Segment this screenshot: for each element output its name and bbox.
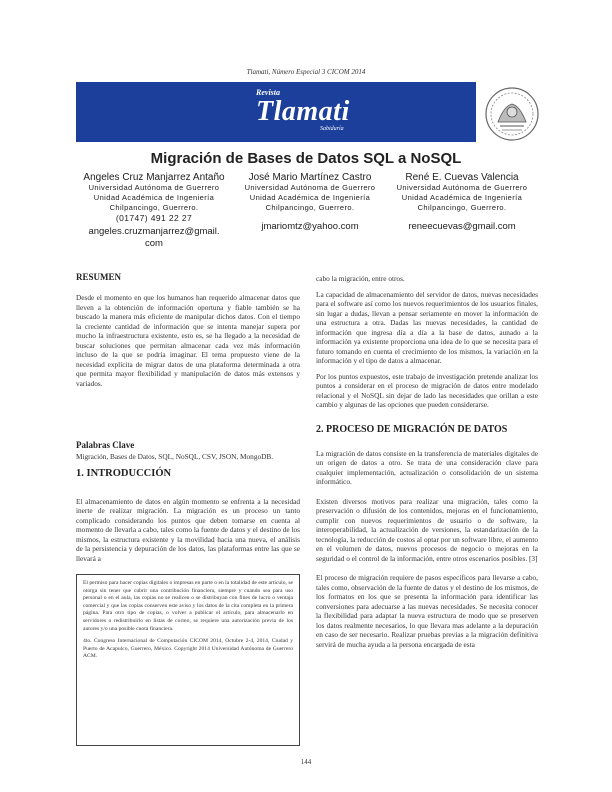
- author-affiliation: Unidad Académica de Ingeniería: [249, 193, 371, 202]
- banner-title: Tlamati: [256, 96, 350, 127]
- author-email: angeles.cruzmanjarrez@gmail.: [88, 226, 220, 237]
- author-affiliation: Chilpancingo, Guerrero.: [417, 203, 507, 212]
- author-name: Angeles Cruz Manjarrez Antaño: [83, 172, 225, 183]
- body-paragraph: La capacidad de almacenamiento del servidor de datos, nuevas necesidades para el software así como los nuevos requerimientos de los usuarios finales, sin lugar a dudas, llevan a pensar seriamente en mover la información de una estructura a otra. Dadas las nuevas necesidades, la cantidad de información que ingresa día a día a la base de datos, aunado a la información ya existente proporciona una idea de lo que se necesita para el futuro tomando en cuenta el crecimiento de los mismos, la variación en la información y el tipo de datos a almacenar.: [316, 289, 538, 365]
- author-affiliation: Unidad Académica de Ingeniería: [93, 193, 215, 202]
- permission-notice-box: [76, 574, 300, 746]
- keywords-heading: Palabras Clave: [76, 440, 135, 450]
- author-affiliation: Universidad Autónoma de Guerrero: [88, 183, 220, 192]
- keywords-text: Migración, Bases de Datos, SQL, NoSQL, CSV, JSON, MongoDB.: [76, 452, 274, 461]
- banner-subtitle: Sabiduría: [320, 126, 344, 132]
- permission-text: El permiso para hacer copias digitales o impresas en parte o en la totalidad de este artículo, se otorga sin tener que cubrir una contribución financiera, siempre y cuando sea para uso personal o en el aula, las copias no se realicen o se distribuyan con fines de lucro o ventaja comercial y que las copias conserven este aviso y los datos de la cita completa en la primera página. Para otro tipo de copias, o volver a publicar el artículo, para almacenarlo en servidores o redistribuirlo en listas de correo, se requiere una autorización previa de los autores y/o una posible cuota financiera.: [83, 580, 293, 632]
- body-paragraph: La migración de datos consiste en la transferencia de materiales digitales de un origen de datos a otro. Se trata de una consideración clave para cualquier implementación, actualización o consolidación de un sistema informático.: [316, 448, 538, 486]
- banner-small-label: Revista: [256, 88, 280, 97]
- author-email-cont: com: [145, 238, 163, 249]
- conference-note: 4to. Congreso Internacional de Computación CICOM 2014, Octubre 2-4, 2014, Ciudad y Puerto de Acapulco, Guerrero, México. Copyright 2014 Universidad Autónoma de Guerrero ACM.: [83, 638, 293, 660]
- university-seal-icon: [484, 86, 540, 142]
- running-head: Tlamati, Número Especial 3 CICOM 2014: [246, 68, 366, 76]
- author-affiliation: Universidad Autónoma de Guerrero: [396, 183, 528, 192]
- right-column: [316, 274, 538, 649]
- page-number: 144: [300, 758, 312, 766]
- author-affiliation: Chilpancingo, Guerrero.: [109, 203, 199, 212]
- body-paragraph: cabo la migración, entre otros.: [316, 274, 405, 283]
- left-column: [76, 272, 300, 563]
- abstract-text: Desde el momento en que los humanos han requerido almacenar datos que lleven a la obtención de información oportuna y fiable también se ha buscado la manera más eficiente de manipular dichos datos. Con el tiempo la creciente cantidad de información que se intenta manejar supera por mucho la infraestructura existente, esto es, se ha llegado a la necesidad de buscar soluciones que permitan almacenar cada vez más información incluso de la que se podría imaginar. El tema propuesto viene de la necesidad explícita de migrar datos de una plataforma determinada a otra que permita mayor flexibilidad y manipulación de datos más extensos y variados.: [76, 293, 300, 388]
- author-name: José Mario Martínez Castro: [248, 172, 372, 183]
- author-email: reneecuevas@gmail.com: [408, 221, 516, 232]
- section-2-heading: 2. PROCESO DE MIGRACIÓN DE DATOS: [316, 423, 508, 435]
- author-block-1: [76, 172, 232, 250]
- author-block-3: [388, 172, 536, 233]
- author-email: jmariomtz@yahoo.com: [261, 221, 359, 232]
- author-phone: (01747) 491 22 27: [115, 213, 193, 223]
- body-paragraph: El proceso de migración requiere de pasos específicos para llevarse a cabo, tales como, observación de la fuente de datos y el destino de los mismos, de los formatos en los que se presenta la información para identificar las conversiones para adecuarse a las nuevas necesidades. Se necesita conocer la flexibilidad para adaptar la nueva estructura de modo que se preserven los datos realmente necesarios, lo que llevara mas adelante a la depuración en caso de ser necesario. Realizar pruebas previas a la migración definitiva servirá de mucha ayuda a la persona encargada de esta: [316, 573, 538, 649]
- introduction-text: El almacenamiento de datos en algún momento se enfrenta a la necesidad inerte de realizar migración. La migración es un proceso un tanto complicado considerando los puntos que deben tomarse en cuenta al momento de llevarla a cabo, tales como la fuente de datos y el destino de los mismos, la estructura existente y la movilidad hacia una nueva, el análisis de la persistencia y depuración de los datos, las plataformas entre las que se llevará a: [76, 496, 300, 563]
- paper-title: Migración de Bases de Datos SQL a NoSQL: [150, 150, 462, 167]
- resumen-heading: RESUMEN: [76, 272, 122, 282]
- author-affiliation: Chilpancingo, Guerrero.: [265, 203, 355, 212]
- author-name: René E. Cuevas Valencia: [405, 172, 519, 183]
- author-affiliation: Unidad Académica de Ingeniería: [401, 193, 523, 202]
- author-block-2: [232, 172, 388, 233]
- author-affiliation: Universidad Autónoma de Guerrero: [244, 183, 376, 192]
- body-paragraph: Por los puntos expuestos, este trabajo de investigación pretende analizar los puntos a considerar en el proceso de migración de datos entre modelado relacional y el NoSQL sin dejar de lado las necesidades que orillan a este cambio y algunas de las opciones que pueden considerarse.: [316, 371, 538, 409]
- body-paragraph: Existen diversos motivos para realizar una migración, tales como la preservación o difusión de los contenidos, mejoras en el funcionamiento, cumplir con nuevos requerimientos de usuario o de software, la interoperabilidad, la actualización de versiones, la estandarización de la tecnología, la reducción de costos al optar por un software libre, el aumento en el volumen de datos, nuevos procesos de negocio o mejoras en la seguridad o el control de la información, entre otros escenarios posibles. [3]: [316, 496, 538, 563]
- introduction-heading: 1. INTRODUCCIÓN: [76, 467, 172, 479]
